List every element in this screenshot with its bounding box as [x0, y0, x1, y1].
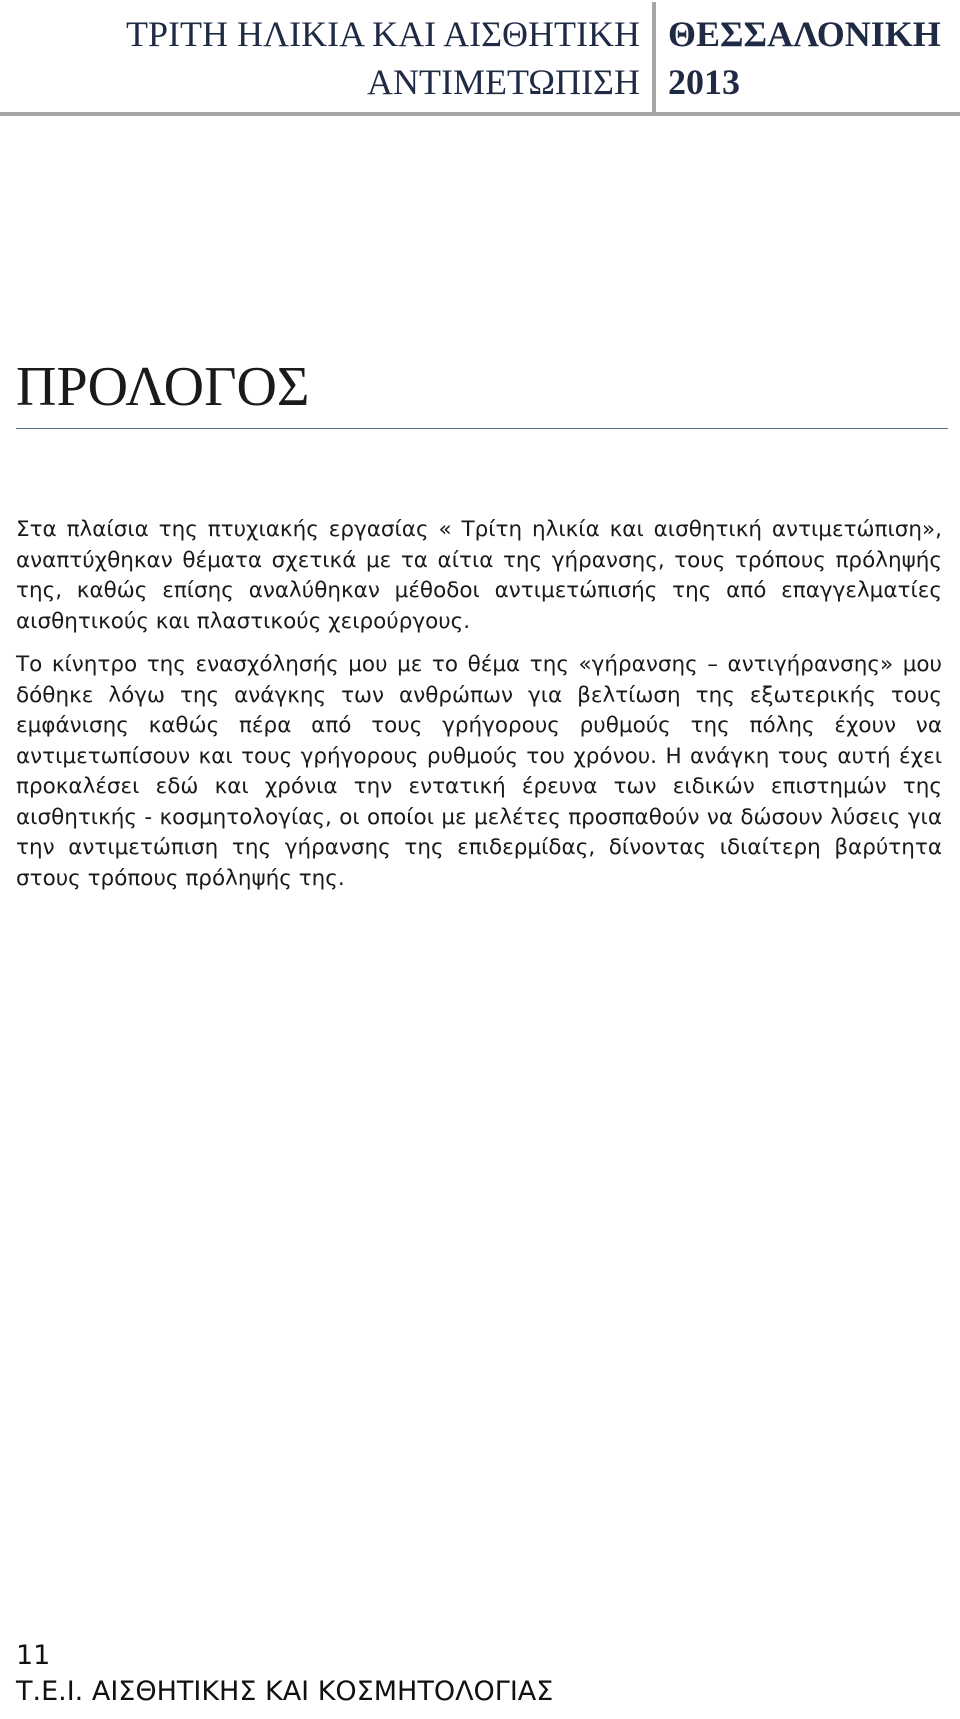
- footer-institution: Τ.Ε.Ι. ΑΙΣΘΗΤΙΚΗΣ ΚΑΙ ΚΟΣΜΗΤΟΛΟΓΙΑΣ: [16, 1676, 554, 1707]
- header-rule: [0, 112, 960, 116]
- header-location-date: [668, 10, 941, 106]
- page-header: [0, 0, 960, 116]
- heading-underline: [16, 428, 948, 429]
- page-footer: [16, 1638, 553, 1710]
- section-heading: ΠΡΟΛΟΓΟΣ: [16, 356, 310, 418]
- header-city: ΘΕΣΣΑΛΟΝΙΚΗ: [668, 14, 941, 54]
- document-title: [126, 10, 640, 106]
- document-title-line-2: ΑΝΤΙΜΕΤΩΠΙΣΗ: [366, 62, 640, 102]
- document-title-line-1: ΤΡΙΤΗ ΗΛΙΚΙΑ ΚΑΙ ΑΙΣΘΗΤΙΚΗ: [126, 14, 640, 54]
- page-number: 11: [16, 1640, 51, 1671]
- paragraph-motivation: Το κίνητρο της ενασχόλησής μου με το θέμα της «γήρανσης – αντιγήρανσης» μου δόθηκε λόγω της ανάγκης των ανθρώπων για βελτίωση της εξωτερικής τους εμφάνισης καθώς πέρα από τους γρήγορους ρυθμούς της πόλης έχουν να αντιμετωπίσουν και τους γρήγορους ρυθμούς του χρόνου. Η ανάγκη τους αυτή έχει προκαλέσει εδώ και χρόνια την εντατική έρευνα των ειδικών επιστημών της αισθητικής - κοσμητολογίας, οι οποίοι με μελέτες προσπαθούν να δώσουν λύσεις για την αντιμετώπιση της γήρανσης της επιδερμίδας, δίνοντας ιδιαίτερη βαρύτητα στους τρόπους πρόληψής της.: [16, 652, 942, 891]
- paragraph-intro: Στα πλαίσια της πτυχιακής εργασίας « Τρίτη ηλικία και αισθητική αντιμετώπιση», αναπτύχθηκαν θέματα σχετικά με τα αίτια της γήρανσης, τους τρόπους πρόληψής της, καθώς επίσης αναλύθηκαν μέθοδοι αντιμετώπισής της από επαγγελματίες αισθητικούς και πλαστικούς χειρούργους.: [16, 517, 942, 634]
- header-year: 2013: [668, 62, 740, 102]
- header-divider: [652, 2, 656, 112]
